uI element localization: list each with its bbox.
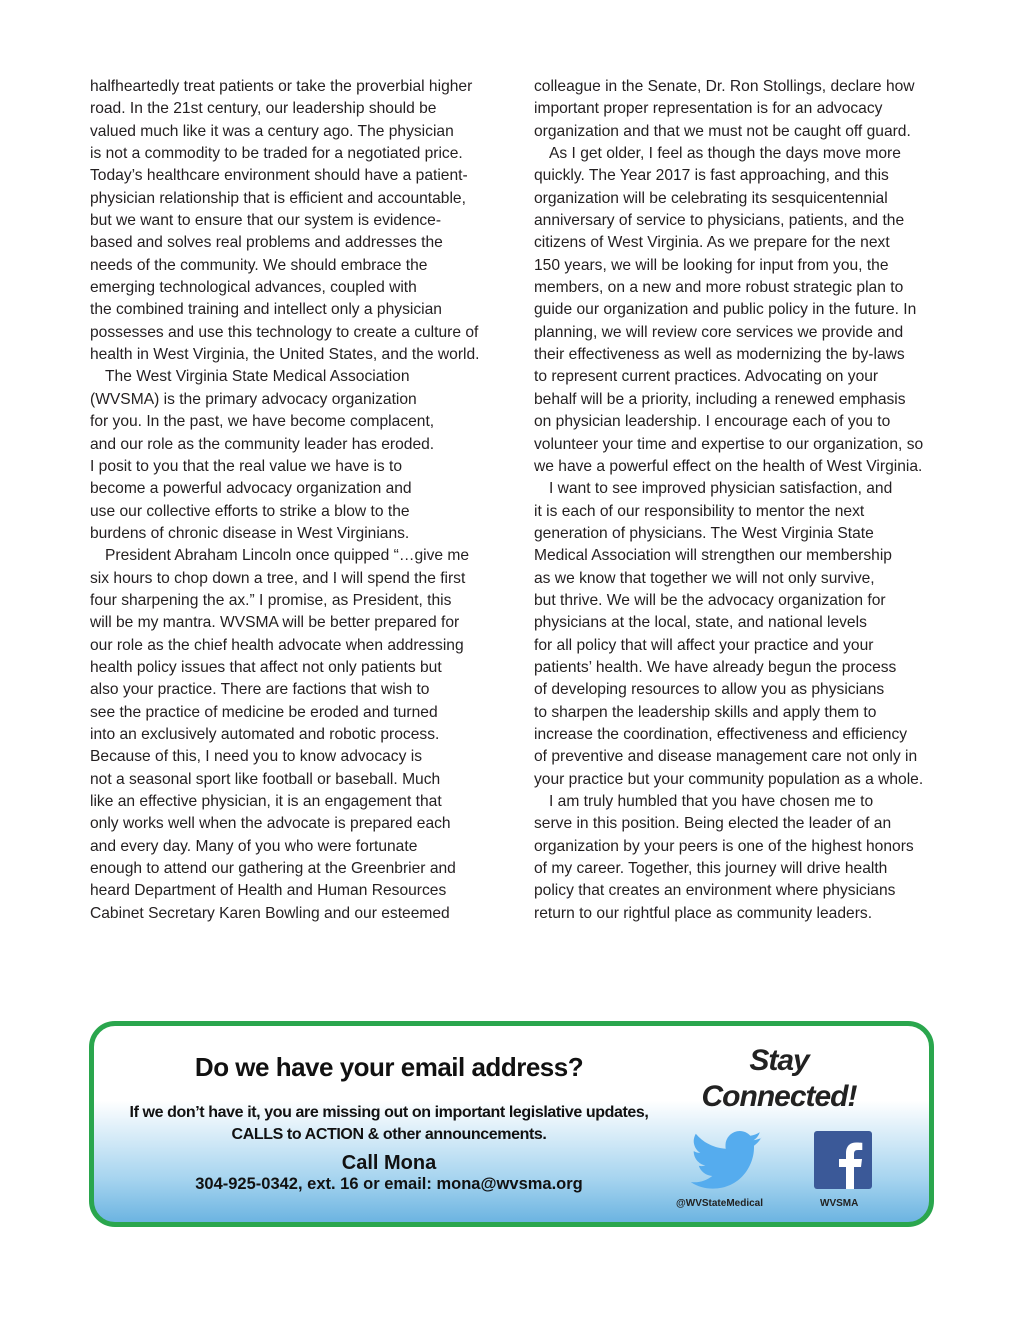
article-text-line: citizens of West Virginia. As we prepare for the next <box>534 234 890 252</box>
email-signup-banner <box>89 1021 934 1227</box>
article-text-line: organization by your peers is one of the highest honors <box>534 837 914 855</box>
article-text-line: Because of this, I need you to know advocacy is <box>90 748 422 766</box>
article-text-line: return to our rightful place as community leaders. <box>534 904 873 922</box>
article-text-line: needs of the community. We should embrace the <box>90 256 428 274</box>
article-text-line: our role as the chief health advocate when addressing <box>90 636 464 654</box>
twitter-handle[interactable]: @WVStateMedical <box>676 1198 763 1209</box>
article-text-line: volunteer your time and expertise to our organization, so <box>534 435 924 453</box>
article-text-line: members, on a new and more robust strategic plan to <box>534 279 904 297</box>
facebook-icon[interactable] <box>814 1131 872 1189</box>
article-text-line: The West Virginia State Medical Association <box>105 368 410 386</box>
twitter-icon[interactable] <box>691 1130 763 1192</box>
connected-heading: Connected! <box>701 1080 857 1113</box>
article-text-line: emerging technological advances, coupled with <box>90 279 417 297</box>
article-text-line: we have a powerful effect on the health of West Virginia. <box>534 457 923 475</box>
article-text-line: enough to attend our gathering at the Greenbrier and <box>90 860 456 878</box>
article-text-line: as we know that together we will not only survive, <box>534 569 875 587</box>
contact-info[interactable]: 304-925-0342, ext. 16 or email: mona@wvsma.org <box>195 1175 583 1193</box>
article-text-line: guide our organization and public policy in the future. In <box>534 301 917 319</box>
article-text-line: the combined training and intellect only a physician <box>90 301 442 319</box>
article-text-line: health in West Virginia, the United States, and the world. <box>90 346 480 364</box>
article-text-line: policy that creates an environment where physicians <box>534 882 896 900</box>
article-text-line: I posit to you that the real value we have is to <box>90 457 403 475</box>
article-text-line: use our collective efforts to strike a blow to the <box>90 502 410 520</box>
article-text-line: I want to see improved physician satisfaction, and <box>549 480 893 498</box>
call-heading: Call Mona <box>341 1152 437 1174</box>
article-text-line: to sharpen the leadership skills and apply them to <box>534 703 877 721</box>
article-text-line: serve in this position. Being elected the leader of an <box>534 815 892 833</box>
article-text-line: for all policy that will affect your practice and your <box>534 636 874 654</box>
article-text-line: physician relationship that is efficient and accountable, <box>90 189 466 207</box>
article-text-line: road. In the 21st century, our leadership should be <box>90 100 437 118</box>
article-text-line: also your practice. There are factions that wish to <box>90 681 430 699</box>
article-text-line: health policy issues that affect not only patients but <box>90 658 442 676</box>
article-text-line: of preventive and disease management care not only in <box>534 748 918 766</box>
article-text-line: physicians at the local, state, and national levels <box>534 614 867 632</box>
article-text-line: their effectiveness as well as modernizing the by-laws <box>534 346 905 364</box>
article-text-line: organization will be celebrating its sesquicentennial <box>534 189 888 207</box>
article-text-line: quickly. The Year 2017 is fast approaching, and this <box>534 167 889 185</box>
article-text-line: six hours to chop down a tree, and I will spend the first <box>90 569 466 587</box>
article-text-line: planning, we will review core services we provide and <box>534 323 904 341</box>
banner-message-line: CALLS to ACTION & other announcements. <box>231 1126 547 1143</box>
article-text-line: anniversary of service to physicians, patients, and the <box>534 212 905 230</box>
article-text-line: and our role as the community leader has eroded. <box>90 435 435 453</box>
article-text-line: not a seasonal sport like football or baseball. Much <box>90 770 441 788</box>
article-text-line: halfheartedly treat patients or take the proverbial higher <box>90 78 473 95</box>
article-column-left <box>90 76 502 925</box>
article-text-line: of developing resources to allow you as physicians <box>534 681 885 699</box>
article-text-line: your practice but your community population as a whole. <box>534 770 924 788</box>
article-text-line: Medical Association will strengthen our membership <box>534 547 892 565</box>
article-text-line: for you. In the past, we have become complacent, <box>90 413 435 431</box>
article-text-line: possesses and use this technology to create a culture of <box>90 323 479 341</box>
stay-heading: Stay <box>749 1044 809 1077</box>
article-text-line: valued much like it was a century ago. The physician <box>90 122 454 140</box>
article-text-line: into an exclusively automated and robotic process. <box>90 725 440 743</box>
article-text-line: increase the coordination, effectiveness and efficiency <box>534 725 908 743</box>
article-text-line: and every day. Many of you who were fortunate <box>90 837 418 855</box>
article-text-line: but we want to ensure that our system is evidence- <box>90 212 442 230</box>
article-text-line: I am truly humbled that you have chosen me to <box>549 793 874 810</box>
article-text-line: of my career. Together, this journey will drive health <box>534 860 888 878</box>
article-text-line: generation of physicians. The West Virginia State <box>534 524 874 542</box>
article-text-line: behalf will be a priority, including a renewed emphasis <box>534 390 906 408</box>
article-text-line: will be my mantra. WVSMA will be better prepared for <box>90 614 460 632</box>
article-column-right <box>534 76 946 925</box>
article-text-line: based and solves real problems and addresses the <box>90 234 443 252</box>
article-text-line: organization and that we must not be caught off guard. <box>534 122 911 140</box>
article-text-line: but thrive. We will be the advocacy organization for <box>534 591 886 609</box>
article-text-line: four sharpening the ax.” I promise, as President, this <box>90 591 452 609</box>
banner-title: Do we have your email address? <box>194 1052 584 1082</box>
article-text-line: patients’ health. We have already begun the process <box>534 658 897 676</box>
article-text-line: on physician leadership. I encourage each of you to <box>534 413 891 431</box>
article-text-line: Cabinet Secretary Karen Bowling and our esteemed <box>90 904 450 922</box>
article-text-line: As I get older, I feel as though the days move more <box>549 145 901 163</box>
article-text-line: it is each of our responsibility to mentor the next <box>534 502 865 520</box>
article-text-line: burdens of chronic disease in West Virginians. <box>90 524 410 542</box>
article-text-line: heard Department of Health and Human Resources <box>90 882 447 900</box>
article-text-line: to represent current practices. Advocating on your <box>534 368 879 386</box>
article-text-line: Today’s healthcare environment should have a patient- <box>90 167 468 185</box>
banner-message-line: If we don’t have it, you are missing out on important legislative updates, <box>129 1104 649 1121</box>
article-text-line: important proper representation is for an advocacy <box>534 100 883 118</box>
article-text-line: (WVSMA) is the primary advocacy organization <box>90 390 417 408</box>
facebook-handle[interactable]: WVSMA <box>820 1198 859 1209</box>
article-text-line: President Abraham Lincoln once quipped “…give me <box>105 547 470 565</box>
article-text-line: is not a commodity to be traded for a negotiated price. <box>90 145 463 163</box>
article-text-line: become a powerful advocacy organization and <box>90 480 412 498</box>
article-text-line: see the practice of medicine be eroded and turned <box>90 703 438 721</box>
article-text-line: colleague in the Senate, Dr. Ron Stollings, declare how <box>534 78 915 95</box>
article-text-line: only works well when the advocate is prepared each <box>90 815 451 833</box>
banner-message <box>94 1102 684 1146</box>
article-text-line: 150 years, we will be looking for input from you, the <box>534 256 889 274</box>
article-text-line: like an effective physician, it is an engagement that <box>90 793 442 810</box>
